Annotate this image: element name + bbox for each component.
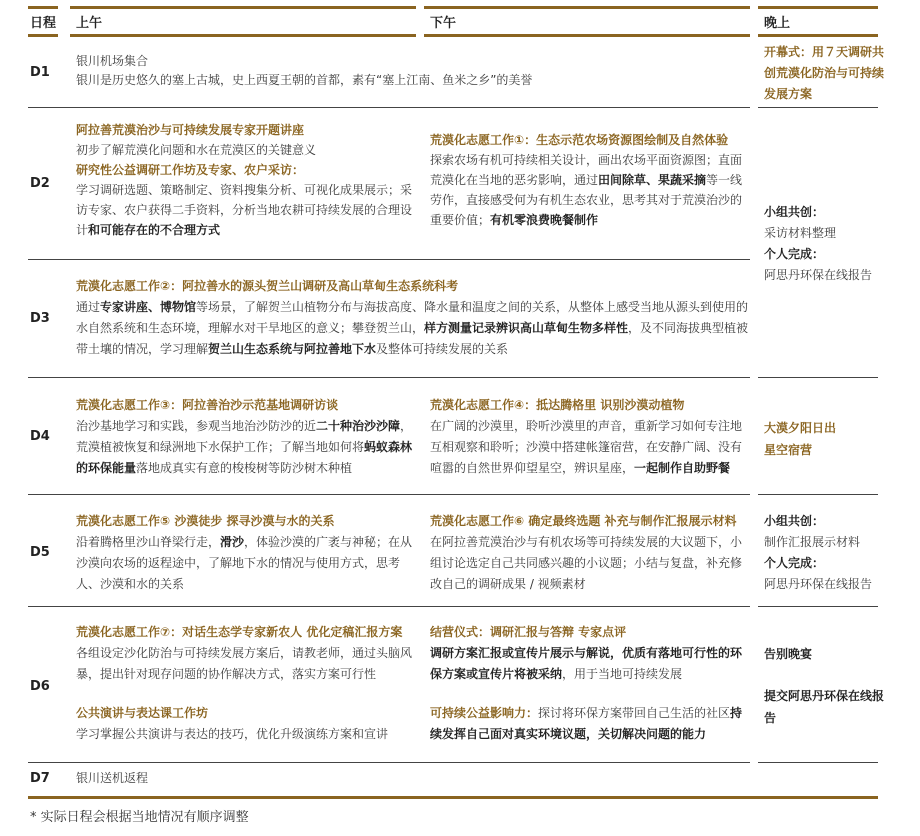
header-day: 日程 [30,16,57,31]
d7-morning: 银川送机返程 [76,771,149,785]
footnote: * 实际日程会根据当地情况有顺序调整 [30,810,249,825]
d6-evening: 告别晚宴 提交阿思丹环保在线报告 [764,647,885,725]
d2-morning: 阿拉善荒漠治沙与可持续发展专家开题讲座 初步了解荒漠化问题和水在荒漠区的关键意义 研究性公益调研工作坊及专家、农户采访： 学习调研选题、策略制定、资料搜集分析、可视化成果展示；采访专家、农户获得二手资料，分析当地农耕可持续发展的合理设计和可能存在的不合理方式 [76,123,413,237]
d5-morning: 荒漠化志愿工作⑤ 沙漠徒步 探寻沙漠与水的关系 沿着腾格里沙山脊梁行走，滑沙，体验沙漠的广袤与神秘；在从沙漠向农场的返程途中，了解地下水的情况与使用方式，思考人、沙漠和水的关系 [76,514,413,591]
day-label-d6: D6 [30,679,50,694]
d2-evening: 小组共创： 采访材料整理 个人完成： 阿思丹环保在线报告 [764,205,873,282]
d4-evening: 大漠夕阳日出 星空宿营 [764,421,837,457]
d5-evening: 小组共创： 制作汇报展示材料 个人完成： 阿思丹环保在线报告 [764,514,873,591]
d1-evening: 开幕式：用７天调研共创荒漠化防治与可持续发展方案 [764,45,885,101]
d2-afternoon: 荒漠化志愿工作①：生态示范农场资源图绘制及自然体验 探索农场有机可持续相关设计，画出农场平面资源图；直面荒漠化在当地的恶劣影响，通过田间除草、果蔬采摘等一线劳作，直接感受何为有机生态农业，思考其对于荒漠治沙的重要价值；有机零浪费晚餐制作 [430,133,743,227]
d6-morning: 荒漠化志愿工作⑦：对话生态学专家新农人 优化定稿汇报方案 各组设定沙化防治与可持续发展方案后，请教老师，通过头脑风暴，提出针对现存问题的协作解决方式，落实方案可行性 公共演讲与表达课工作坊 学习掌握公共演讲与表达的技巧，优化升级演练方案和宣讲 [76,625,413,741]
day-label-d5: D5 [30,545,50,560]
d1-morning: 银川机场集合 银川是历史悠久的塞上古城，史上西夏王朝的首都，素有“塞上江南、鱼米之乡”的美誉 [76,54,533,87]
day-label-d7: D7 [30,771,50,786]
day-label-d3: D3 [30,311,50,326]
day-label-d1: D1 [30,65,50,80]
day-label-d4: D4 [30,429,50,444]
d6-afternoon: 结营仪式：调研汇报与答辩 专家点评 调研方案汇报或宣传片展示与解说，优质有落地可行性的环保方案或宣传片将被采纳，用于当地可持续发展 可持续公益影响力：探讨将环保方案带回自己生活的社区持续发挥自己面对真实环境议题，关切解决问题的能力 [430,625,743,741]
d4-afternoon: 荒漠化志愿工作④：抵达腾格里 识别沙漠动植物 在广阔的沙漠里，聆听沙漠里的声音，重新学习如何专注地互相观察和聆听；沙漠中搭建帐篷宿营，在安静广阔、没有喧嚣的自然世界仰望星空，辨识星座，一起制作自助野餐 [430,398,743,475]
header-morning: 上午 [76,16,103,31]
d5-afternoon: 荒漠化志愿工作⑥ 确定最终选题 补充与制作汇报展示材料 在阿拉善荒漠治沙与有机农场等可持续发展的大议题下，小组讨论选定自己共同感兴趣的小议题；小结与复盘，补充修改自己的调研成果 / 视频素材 [430,514,743,591]
d3-day: 荒漠化志愿工作②：阿拉善水的源头贺兰山调研及高山草甸生态系统科考 通过专家讲座、博物馆等场景，了解贺兰山植物分布与海拔高度、降水量和温度之间的关系，从整体上感受当地从源头到使用的水自然系统和生态环境，理解水对干旱地区的意义；攀登贺兰山，样方测量记录辨识高山草甸生物多样性，及不同海拔典型植被带土壤的情况，学习理解贺兰山生态系统与阿拉善地下水及整体可持续发展的关系 [76,279,749,356]
d4-morning: 荒漠化志愿工作③：阿拉善治沙示范基地调研访谈 治沙基地学习和实践，参观当地治沙防沙的近二十种治沙沙障，荒漠植被恢复和绿洲地下水保护工作；了解当地如何将蚂蚁森林的环保能量落地成真实有意的梭梭树等防沙树木种植 [76,398,413,475]
day-label-d2: D2 [30,176,50,191]
header-evening: 晚上 [764,16,791,31]
header-afternoon: 下午 [430,16,457,31]
